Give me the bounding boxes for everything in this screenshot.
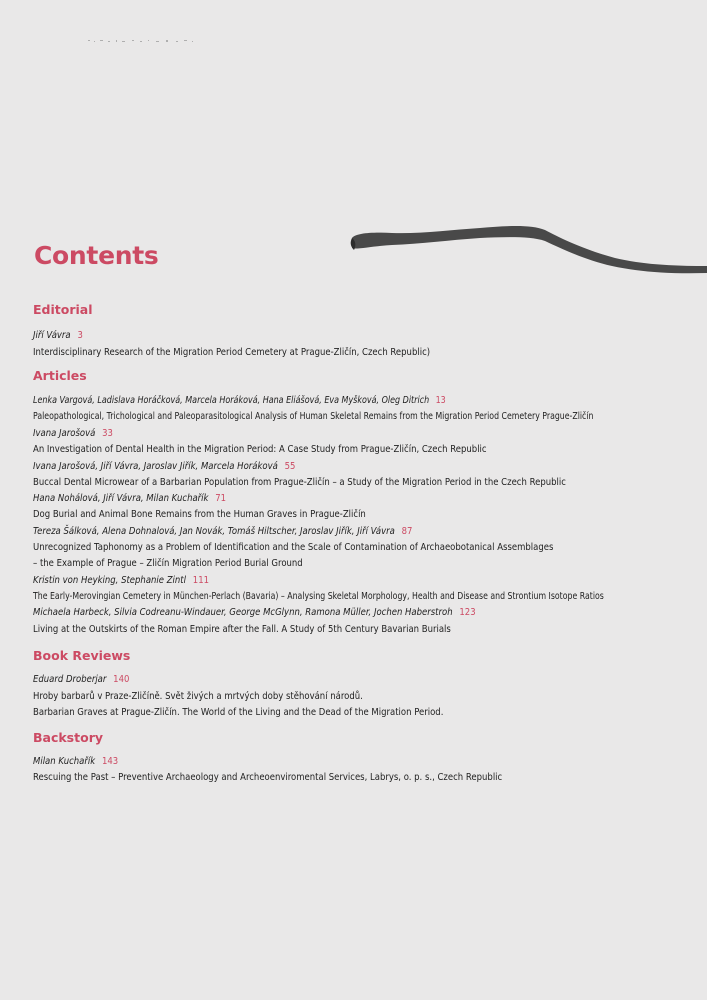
page-title: Contents [34,241,159,270]
entry-title: Buccal Dental Microwear of a Barbarian Population from Prague-Zličín – a Study of the Migration Period in the Czech Republic [33,477,566,488]
section-heading-editorial: Editorial [33,302,93,317]
page-number: 33 [102,428,113,439]
entry-title: The Early-Merovingian Cemetery in München-Perlach (Bavaria) – Analysing Skeletal Morphology, Health and Disease and Strontium Isotope Ratios [33,591,604,602]
page-number: 123 [459,607,476,618]
authors-text: Eduard Droberjar [33,674,107,685]
section-heading-backstory: Backstory [33,730,104,745]
authors-text: Milan Kuchařík [33,756,96,767]
authors-text: Ivana Jarošová [33,428,96,439]
entry-title: An Investigation of Dental Health in the Migration Period: A Case Study from Prague-Zličín, Czech Republic [33,444,487,455]
entry-authors [33,755,118,769]
authors-text: Lenka Vargová, Ladislava Horáčková, Marcela Horáková, Hana Eliášová, Eva Myšková, Oleg Ditrich [33,395,430,406]
page-number: 13 [435,395,446,406]
entry-authors [33,606,476,620]
entry-title: Interdisciplinary Research of the Migration Period Cemetery at Prague-Zličín, Czech Republic) [33,347,431,358]
entry-title-continued: – the Example of Prague – Zličín Migration Period Burial Ground [33,558,303,569]
entry-authors [33,574,209,588]
entry-authors [33,329,83,343]
section-heading-articles: Articles [33,368,87,383]
authors-text: Hana Nohálová, Jiří Vávra, Milan Kuchařík [33,493,209,504]
page-number: 140 [113,674,130,685]
entry-title: Unrecognized Taphonomy as a Problem of Identification and the Scale of Contamination of Archaeobotanical Assemblages [33,542,554,553]
entry-authors [33,673,129,687]
entry-title-translation: Barbarian Graves at Prague-Zličín. The World of the Living and the Dead of the Migration Period. [33,707,444,718]
authors-text: Kristin von Heyking, Stephanie Zintl [33,575,186,586]
entry-authors [33,525,412,539]
authors-text: Jiří Vávra [33,330,71,341]
page-number: 55 [284,461,296,472]
entry-title: Living at the Outskirts of the Roman Empire after the Fall. A Study of 5th Century Bavarian Burials [33,624,451,635]
page-number: 71 [215,493,227,504]
authors-text: Tereza Šálková, Alena Dohnalová, Jan Novák, Tomáš Hiltscher, Jaroslav Jiřík, Jiří Vávra [33,526,395,537]
page-number: 111 [192,575,210,586]
authors-text: Ivana Jarošová, Jiří Vávra, Jaroslav Jiřík, Marcela Horáková [33,461,278,472]
page-number: 143 [101,756,119,767]
entry-title: Dog Burial and Animal Bone Remains from the Human Graves in Prague-Zličín [33,509,366,520]
entry-title: Rescuing the Past – Preventive Archaeology and Archeoenviromental Services, Labrys, o. p. s., Czech Republic [33,772,503,783]
entry-title: Hroby barbarů v Praze-Zličíně. Svět živých a mrtvých doby stěhování národů. [33,691,363,702]
entry-authors [33,427,113,441]
entry-authors [33,460,295,474]
section-heading-book-reviews: Book Reviews [33,648,131,663]
page-number: 3 [77,330,83,341]
authors-text: Michaela Harbeck, Silvia Codreanu-Windauer, George McGlynn, Ramona Müller, Jochen Haberstroh [33,607,453,618]
entry-title: Paleopathological, Trichological and Paleoparasitological Analysis of Human Skeletal Remains from the Migration Period Cemetery Prague-Zličín [33,411,594,422]
entry-authors [33,492,226,506]
page-number: 87 [401,526,413,537]
entry-authors [33,394,446,408]
